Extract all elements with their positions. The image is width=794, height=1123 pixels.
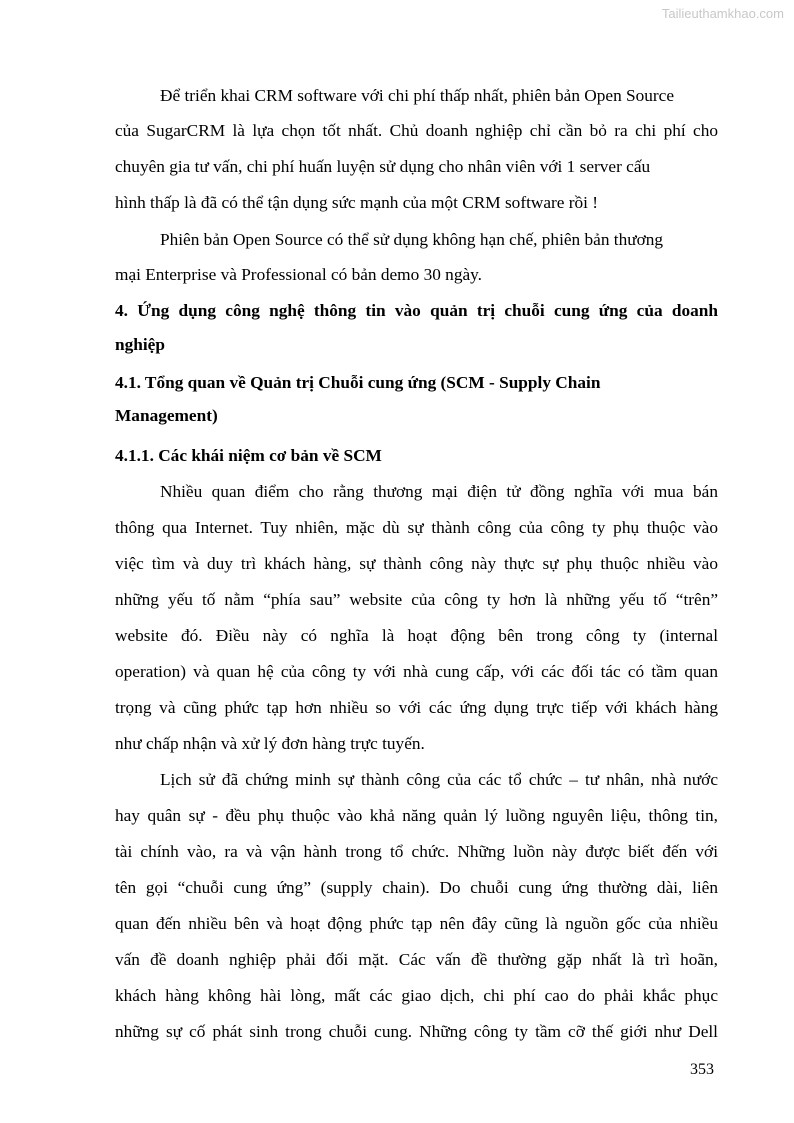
text-line: Lịch sử đã chứng minh sự thành công của các tổ chức – tư nhân, nhà nước bbox=[160, 770, 718, 789]
text-line: việc tìm và duy trì khách hàng, sự thành công này thực sự phụ thuộc nhiều vào bbox=[115, 554, 718, 573]
heading-line: 4. Ứng dụng công nghệ thông tin vào quản trị chuỗi cung ứng của doanh bbox=[115, 301, 718, 320]
text-line: trọng và cũng phức tạp hơn nhiều so với các ứng dụng trực tiếp với khách hàng bbox=[115, 698, 718, 717]
text-line: Để triển khai CRM software với chi phí thấp nhất, phiên bản Open Source bbox=[160, 86, 675, 105]
heading-line: nghiệp bbox=[115, 335, 165, 354]
text-line: operation) và quan hệ của công ty với nhà cung cấp, với các đối tác có tầm quan bbox=[115, 662, 718, 681]
text-line: quan đến nhiều bên và hoạt động phức tạp nên đây cũng là nguồn gốc của nhiều bbox=[115, 914, 718, 933]
text-line: website đó. Điều này có nghĩa là hoạt động bên trong công ty (internal bbox=[115, 626, 718, 645]
text-line: tài chính vào, ra và vận hành trong tổ chức. Những luồn này được biết đến với bbox=[115, 842, 718, 861]
heading-section-4-1-1: 4.1.1. Các khái niệm cơ bản về SCM bbox=[115, 446, 382, 465]
text-line: mại Enterprise và Professional có bản demo 30 ngày. bbox=[115, 265, 482, 284]
text-line: hình thấp là đã có thể tận dụng sức mạnh của một CRM software rồi ! bbox=[115, 193, 599, 212]
text-line: Phiên bản Open Source có thể sử dụng không hạn chế, phiên bản thương bbox=[160, 230, 664, 249]
text-line: thông qua Internet. Tuy nhiên, mặc dù sự thành công của công ty phụ thuộc vào bbox=[115, 518, 718, 537]
text-line: chuyên gia tư vấn, chi phí huấn luyện sử dụng cho nhân viên với 1 server cấu bbox=[115, 157, 651, 176]
watermark: Tailieuthamkhao.com bbox=[661, 6, 784, 21]
text-line: Nhiều quan điểm cho rằng thương mại điện tử đồng nghĩa với mua bán bbox=[160, 482, 718, 501]
text-line: khách hàng không hài lòng, mất các giao dịch, chi phí cao do phải khắc phục bbox=[115, 986, 718, 1005]
heading-line: Management) bbox=[115, 406, 218, 425]
heading-line: 4.1. Tổng quan về Quản trị Chuỗi cung ứng (SCM - Supply Chain bbox=[115, 373, 601, 392]
text-line: những sự cố phát sinh trong chuỗi cung. Những công ty tầm cỡ thế giới như Dell bbox=[115, 1022, 718, 1041]
text-line: tên gọi “chuỗi cung ứng” (supply chain). Do chuỗi cung ứng thường dài, liên bbox=[115, 878, 718, 897]
text-line: vấn đề doanh nghiệp phải đối mặt. Các vấn đề thường gặp nhất là trì hoãn, bbox=[115, 950, 718, 969]
text-line: những yếu tố nằm “phía sau” website của công ty hơn là những yếu tố “trên” bbox=[115, 590, 718, 609]
text-line: của SugarCRM là lựa chọn tốt nhất. Chủ doanh nghiệp chỉ cần bỏ ra chi phí cho bbox=[115, 121, 718, 140]
text-line: hay quân sự - đều phụ thuộc vào khả năng quản lý luồng nguyên liệu, thông tin, bbox=[115, 806, 718, 825]
text-line: như chấp nhận và xử lý đơn hàng trực tuyến. bbox=[115, 734, 425, 753]
page-number: 353 bbox=[690, 1061, 714, 1078]
